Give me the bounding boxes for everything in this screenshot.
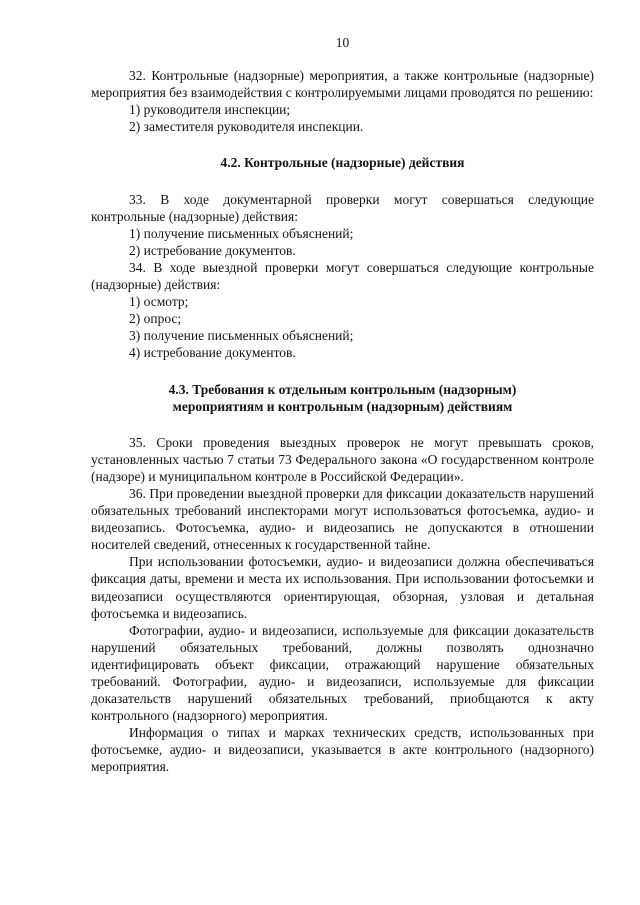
paragraph-36: 36. При проведении выездной проверки для фиксации доказательств нарушений обязательных требований инспекторами могут использоваться фотосъемка, аудио- и видеозапись. Фотосъемка, аудио- и видеозапись не допускаются в отношении носителей сведений, отнесенных к государственной тайне. xyxy=(91,485,594,553)
paragraph-33: 33. В ходе документарной проверки могут совершаться следующие контрольные (надзорные) действия: xyxy=(91,191,594,224)
list-item: 2) истребование документов. xyxy=(129,242,296,258)
list-item: 4) истребование документов. xyxy=(129,345,296,361)
list-item: 2) заместителя руководителя инспекции. xyxy=(129,119,364,135)
paragraph-36-equipment: Информация о типах и марках технических средств, использованных при фотосъемке, аудио- и видеозаписи, указывается в акте контрольного (надзорного) мероприятия. xyxy=(91,725,594,775)
section-heading-line: мероприятиям и контрольным (надзорным) действиям xyxy=(172,398,513,414)
paragraph-36-photos: Фотографии, аудио- и видеозаписи, используемые для фиксации доказательств нарушений обязательных требований, должны позволять однозначно идентифицировать объект фиксации, отражающий нарушение обязательных требований. Фотографии, аудио- и видеозаписи, используемые для фиксации доказательств нарушений обязательных требований, приобщаются к акту контрольного (надзорного) мероприятия. xyxy=(91,622,594,724)
paragraph-35: 35. Сроки проведения выездных проверок не могут превышать сроков, установленных частью 7 статьи 73 Федерального закона «О государственном контроле (надзоре) и муниципальном контроле в Российской Федерации». xyxy=(91,434,594,484)
list-item: 2) опрос; xyxy=(129,311,182,327)
page-number: 10 xyxy=(335,35,350,50)
paragraph-34: 34. В ходе выездной проверки могут совершаться следующие контрольные (надзорные) действия: xyxy=(91,259,594,293)
list-item: 1) осмотр; xyxy=(129,294,189,310)
section-heading-4-2: 4.2. Контрольные (надзорные) действия xyxy=(220,155,465,171)
list-item: 1) получение письменных объяснений; xyxy=(129,225,354,241)
list-item: 1) руководителя инспекции; xyxy=(129,102,291,118)
section-heading-line: 4.3. Требования к отдельным контрольным (надзорным) xyxy=(168,381,517,397)
list-item: 3) получение письменных объяснений; xyxy=(129,328,354,344)
section-heading-4-3 xyxy=(91,381,594,415)
paragraph-32: 32. Контрольные (надзорные) мероприятия, а также контрольные (надзорные) мероприятия без взаимодействия с контролируемыми лицами проводятся по решению: xyxy=(91,68,594,101)
paragraph-36-fixation: При использовании фотосъемки, аудио- и видеозаписи должна обеспечиваться фиксация даты, времени и места их использования. При использовании фотосъемки и видеозаписи осуществляются ориентирующая, обзорная, узловая и детальная фотосъемка и видеозапись. xyxy=(91,554,594,621)
